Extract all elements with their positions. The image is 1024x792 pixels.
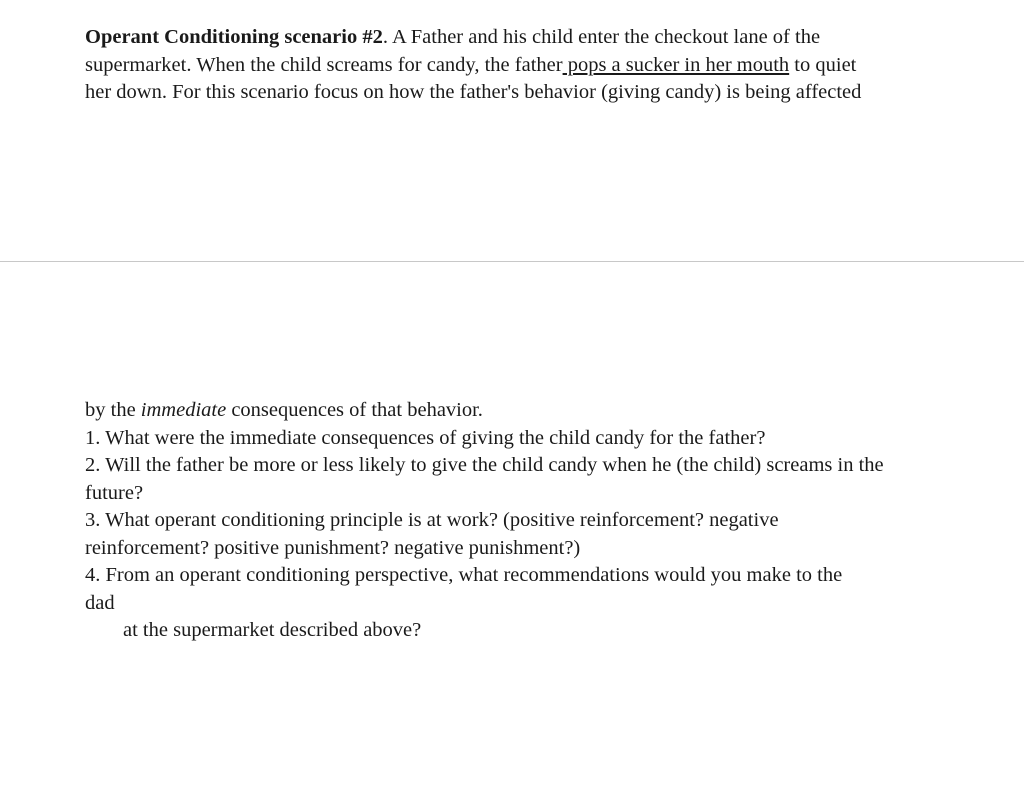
scenario-line-2-start: supermarket. When the child screams for candy, the father xyxy=(85,53,563,76)
continuation-end: consequences of that behavior. xyxy=(226,399,483,421)
scenario-line-3: her down. For this scenario focus on how the father's behavior (giving candy) is being affected xyxy=(85,81,862,103)
scenario-line-2 xyxy=(85,52,965,80)
continuation-start: by the xyxy=(85,399,141,421)
scenario-paragraph xyxy=(85,24,965,107)
italic-word: immediate xyxy=(140,399,227,421)
question-1: 1. What were the immediate consequences of giving the child candy for the father? xyxy=(85,426,766,449)
scenario-line-1-text: A Father and his child enter the checkout lane of the xyxy=(387,26,821,48)
question-2-line-2: future? xyxy=(85,481,144,504)
scenario-title: Operant Conditioning scenario #2 xyxy=(85,26,383,48)
page-top xyxy=(0,0,1024,262)
continuation-line xyxy=(85,397,975,425)
scenario-line-2-end: to quiet xyxy=(789,53,857,76)
questions-paragraph xyxy=(85,397,975,645)
underlined-phrase: pops a sucker in her mouth xyxy=(562,53,790,76)
scenario-title-period: . xyxy=(382,26,388,48)
page-break-divider xyxy=(0,261,1024,262)
question-4-line-1: 4. From an operant conditioning perspective, what recommendations would you make to the xyxy=(85,564,843,586)
scenario-line-1 xyxy=(85,24,965,52)
question-2-line-1: 2. Will the father be more or less likely to give the child candy when he (the child) screams in the xyxy=(85,454,884,476)
question-4-line-3: at the supermarket described above? xyxy=(123,619,422,641)
question-3-line-1: 3. What operant conditioning principle is at work? (positive reinforcement? negative xyxy=(85,509,779,531)
question-3-line-2: reinforcement? positive punishment? negative punishment?) xyxy=(85,536,581,559)
question-4-line-2: dad xyxy=(85,591,115,614)
